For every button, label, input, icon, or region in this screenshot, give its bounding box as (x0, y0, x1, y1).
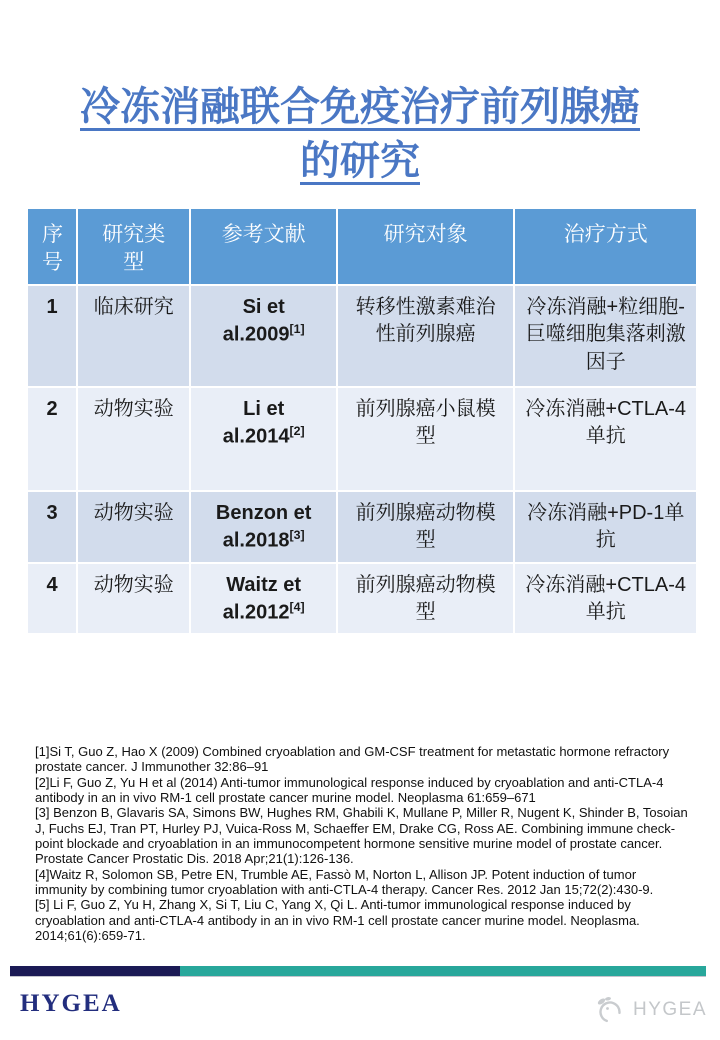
hygea-logo-text: HYGEA (20, 990, 122, 1017)
reference-superscript: [1] (289, 322, 305, 337)
cell-no: 3 (28, 492, 76, 562)
reference-superscript: [4] (289, 600, 305, 615)
cell-reference (191, 492, 335, 562)
cell-treatment: 冷冻消融+CTLA-4单抗 (515, 564, 696, 634)
table-row (28, 564, 696, 634)
page-title: 冷冻消融联合免疫治疗前列腺癌的研究 (80, 85, 640, 183)
reference-item: [4]Waitz R, Solomon SB, Petre EN, Trumble AE, Fassò M, Norton L, Allison JP. Potent induction of tumor immunity by combining tumor cryoablation with anti-CTLA-4 therapy. Cancer Res. 2012 Jan 15;72(2):430-9. (35, 866, 654, 897)
cell-no: 1 (28, 286, 76, 386)
cell-subject: 前列腺癌动物模型 (338, 564, 514, 634)
cell-no: 2 (28, 388, 76, 490)
col-header-no: 序号 (28, 209, 76, 284)
footer-bar-teal-segment (180, 966, 706, 976)
table-row (28, 492, 696, 562)
cell-subject: 转移性激素难治性前列腺癌 (338, 286, 514, 386)
col-header-study-type: 研究类型 (78, 209, 189, 284)
reference-item: [3] Benzon B, Glavaris SA, Simons BW, Hughes RM, Ghabili K, Mullane P, Miller R, Nugent K, Shinder B, Tosoian J, Fuchs EJ, Tran PT, Hurley PJ, Vuica-Ross M, Schaeffer EM, Drake CG, Ross AE. Combining immune check-point blockade and cryoablation in an immunocompetent hormone sensitive murine model of prostate cancer. Prostate Cancer Prostatic Dis. 2018 Apr;21(1):126-136. (35, 805, 688, 867)
cell-subject: 前列腺癌小鼠模型 (338, 388, 514, 490)
cell-reference (191, 564, 335, 634)
footer-bar-navy-segment (10, 966, 180, 976)
cell-treatment: 冷冻消融+PD-1单抗 (515, 492, 696, 562)
cell-study-type: 临床研究 (78, 286, 189, 386)
table-header-row (28, 209, 696, 284)
reference-text: Benzon et al.2018 (215, 501, 312, 552)
cell-reference (191, 286, 335, 386)
reference-list (35, 744, 691, 943)
reference-superscript: [2] (289, 424, 305, 439)
hygea-watermark-icon (594, 994, 626, 1026)
cell-subject: 前列腺癌动物模型 (338, 492, 514, 562)
reference-text: Si et al.2009 (222, 295, 290, 346)
col-header-reference: 参考文献 (191, 209, 335, 284)
study-table (26, 207, 698, 635)
cell-reference (191, 388, 335, 490)
reference-item: [2]Li F, Guo Z, Yu H et al (2014) Anti-tumor immunological response induced by cryoablation and anti-CTLA-4 antibody in an in vivo RM-1 cell prostate cancer murine model. Neoplasma 61:659–671 (35, 774, 664, 805)
study-table-container (26, 207, 700, 635)
watermark-text: HYGEA (632, 999, 707, 1020)
cell-treatment: 冷冻消融+CTLA-4单抗 (515, 388, 696, 490)
cell-study-type: 动物实验 (78, 492, 189, 562)
cell-no: 4 (28, 564, 76, 634)
reference-text: Waitz et al.2012 (222, 573, 302, 624)
col-header-subject: 研究对象 (338, 209, 514, 284)
footer-divider-bar (10, 966, 706, 976)
reference-item: [1]Si T, Guo Z, Hao X (2009) Combined cryoablation and GM-CSF treatment for metastatic hormone refractory prostate cancer. J Immunother 32:86–91 (35, 744, 670, 775)
reference-item: [5] Li F, Guo Z, Yu H, Zhang X, Si T, Liu C, Yang X, Qi L. Anti-tumor immunological response induced by cryoablation and anti-CTLA-4 antibody in an in vivo RM-1 cell prostate cancer murine model. Neoplasma. 2014;61(6):659-71. (35, 897, 640, 943)
table-row (28, 388, 696, 490)
cell-treatment: 冷冻消融+粒细胞-巨噬细胞集落刺激因子 (515, 286, 696, 386)
table-row (28, 286, 696, 386)
reference-superscript: [3] (289, 528, 305, 543)
cell-study-type: 动物实验 (78, 564, 189, 634)
col-header-treatment: 治疗方式 (515, 209, 696, 284)
reference-text: Li et al.2014 (222, 397, 290, 448)
cell-study-type: 动物实验 (78, 388, 189, 490)
watermark (594, 994, 707, 1026)
